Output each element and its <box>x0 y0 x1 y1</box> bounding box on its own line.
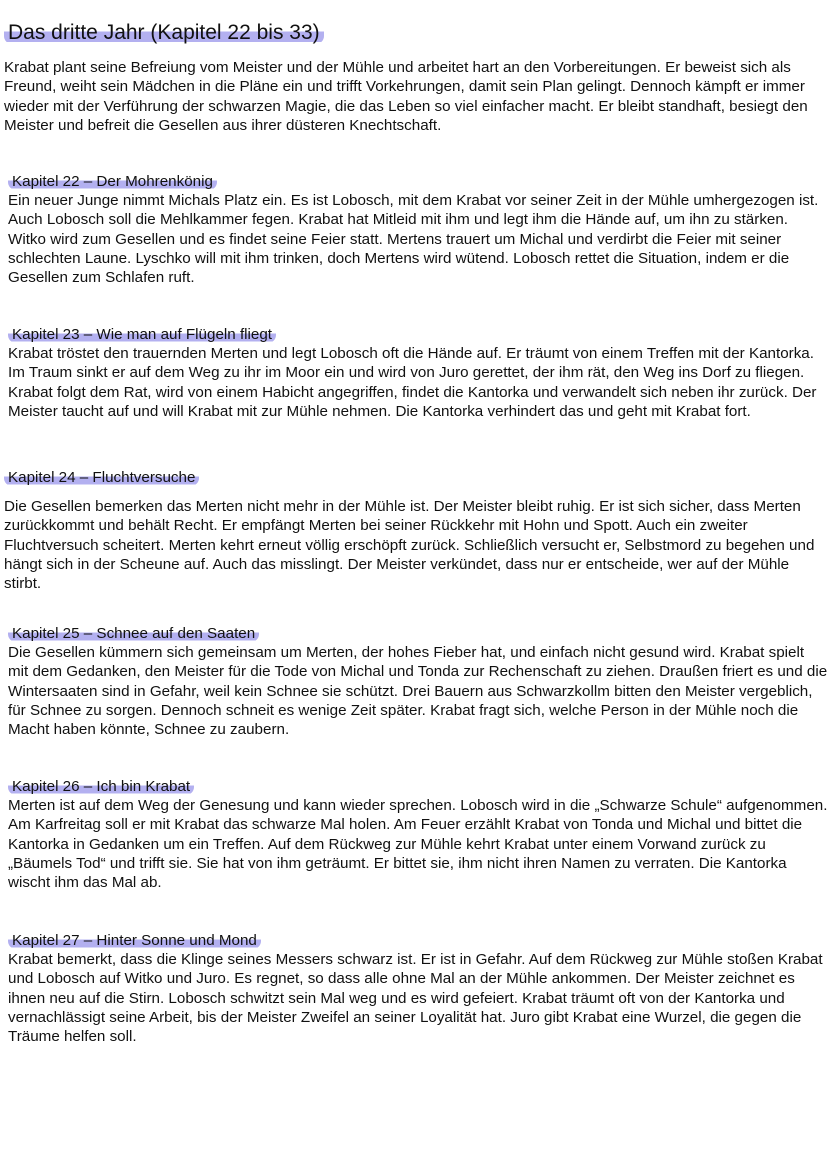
chapter-heading <box>8 777 828 796</box>
chapter-heading-text: Kapitel 26 – Ich bin Krabat <box>8 778 194 795</box>
chapter-heading <box>8 931 828 950</box>
chapter-25 <box>8 624 828 739</box>
chapter-heading <box>8 325 828 344</box>
chapter-heading <box>8 624 828 643</box>
page-title <box>4 20 324 46</box>
chapter-22 <box>8 172 828 287</box>
chapter-summary: Krabat bemerkt, dass die Klinge seines Messers schwarz ist. Er ist in Gefahr. Auf dem Rückweg zur Mühle stoßen Krabat und Lobosch auf Witko und Juro. Es regnet, so dass alle ohne Mal an der Mühle ankommen. Der Meister zeichnet es ihnen neu auf die Stirn. Lobosch schwitzt sein Mal weg und es wird gefeiert. Krabat träumt oft von der Kantorka und vernachlässigt seine Arbeit, bis der Meister Zweifel an seiner Loyalität hat. Juro gibt Krabat eine Wurzel, die gegen die Träume helfen soll. <box>8 951 823 1046</box>
chapter-24 <box>4 468 824 593</box>
chapter-summary: Krabat tröstet den trauernden Merten und legt Lobosch oft die Hände auf. Er träumt von einem Treffen mit der Kantorka. Im Traum sinkt er auf dem Weg zu ihr im Moor ein und wird von Juro gerettet, der ihm rät, den Weg ins Dorf zu fliegen. Krabat folgt dem Rat, wird von einem Habicht angegriffen, findet die Kantorka und verwandelt sich neben ihr zurück. Der Meister taucht auf und will Krabat mit zur Mühle nehmen. Die Kantorka verhindert das und geht mit Krabat fort. <box>8 345 817 420</box>
chapter-heading-text: Kapitel 22 – Der Mohrenkönig <box>8 173 217 190</box>
chapter-heading-text: Kapitel 25 – Schnee auf den Saaten <box>8 625 259 642</box>
chapter-27 <box>8 931 828 1046</box>
chapter-heading-text: Kapitel 23 – Wie man auf Flügeln fliegt <box>8 326 276 343</box>
chapter-heading-text: Kapitel 27 – Hinter Sonne und Mond <box>8 932 261 949</box>
chapter-23 <box>8 325 828 421</box>
chapter-26 <box>8 777 828 892</box>
chapter-summary: Merten ist auf dem Weg der Genesung und kann wieder sprechen. Lobosch wird in die „Schwarze Schule“ aufgenommen. Am Karfreitag soll er mit Krabat das schwarze Mal holen. Am Feuer erzählt Krabat von Tonda und Michal und bittet die Kantorka in Gedanken um ein Treffen. Auf dem Rückweg zur Mühle kehrt Krabat unter einem Vorwand zurück zu „Bäumels Tod“ und trifft sie. Sie hat von ihm geträumt. Er bittet sie, ihm nicht ihren Namen zu verraten. Die Kantorka wischt ihm das Mal ab. <box>8 797 828 892</box>
chapter-heading <box>8 172 828 191</box>
chapter-summary: Die Gesellen bemerken das Merten nicht mehr in der Mühle ist. Der Meister bleibt ruhig. Er ist sich sicher, dass Merten zurückkommt und behält Recht. Er empfängt Merten bei seiner Rückkehr mit Hohn und Spott. Auch ein zweiter Fluchtversuch scheitert. Merten kehrt erneut völlig erschöpft zurück. Schließlich versucht er, Selbstmord zu begehen und hängt sich in der Scheune auf. Auch das misslingt. Der Meister verkündet, dass nur er entscheide, wer auf der Mühle stirbt. <box>4 498 815 593</box>
chapter-summary: Die Gesellen kümmern sich gemeinsam um Merten, der hohes Fieber hat, und einfach nicht gesund wird. Krabat spielt mit dem Gedanken, den Meister für die Tode von Michal und Tonda zur Rechenschaft zu ziehen. Draußen friert es und die Wintersaaten sind in Gefahr, weil kein Schnee sie schützt. Drei Bauern aus Schwarzkollm bitten den Meister vergeblich, für Schnee zu sorgen. Dennoch schneit es wenige Zeit später. Krabat fragt sich, welche Person in der Mühle noch die Macht haben könnte, Schnee zu zaubern. <box>8 644 828 739</box>
page-title-text: Das dritte Jahr (Kapitel 22 bis 33) <box>4 21 324 44</box>
intro-paragraph: Krabat plant seine Befreiung vom Meister und der Mühle und arbeitet hart an den Vorbereitungen. Er beweist sich als Freund, weiht sein Mädchen in die Pläne ein und trifft Vorkehrungen, damit sein Plan gelingt. Dennoch kämpft er immer wieder mit der Verführung der schwarzen Magie, die das Leben so viel einfacher macht. Er bleibt standhaft, besiegt den Meister und befreit die Gesellen aus ihrer düsteren Knechtschaft. <box>4 59 808 134</box>
chapter-summary: Ein neuer Junge nimmt Michals Platz ein. Es ist Lobosch, mit dem Krabat vor seiner Zeit in der Mühle umhergezogen ist. Auch Lobosch soll die Mehlkammer fegen. Krabat hat Mitleid mit ihm und legt ihm die Hände auf, um ihn zu stärken. Witko wird zum Gesellen und es findet seine Feier statt. Mertens trauert um Michal und verdirbt die Feier mit seiner schlechten Laune. Lyschko will mit ihm trinken, doch Mertens wird wütend. Lobosch rettet die Situation, indem er die Gesellen zum Schlafen ruft. <box>8 192 819 287</box>
chapter-heading <box>4 468 824 487</box>
chapter-heading-text: Kapitel 24 – Fluchtversuche <box>4 469 199 486</box>
